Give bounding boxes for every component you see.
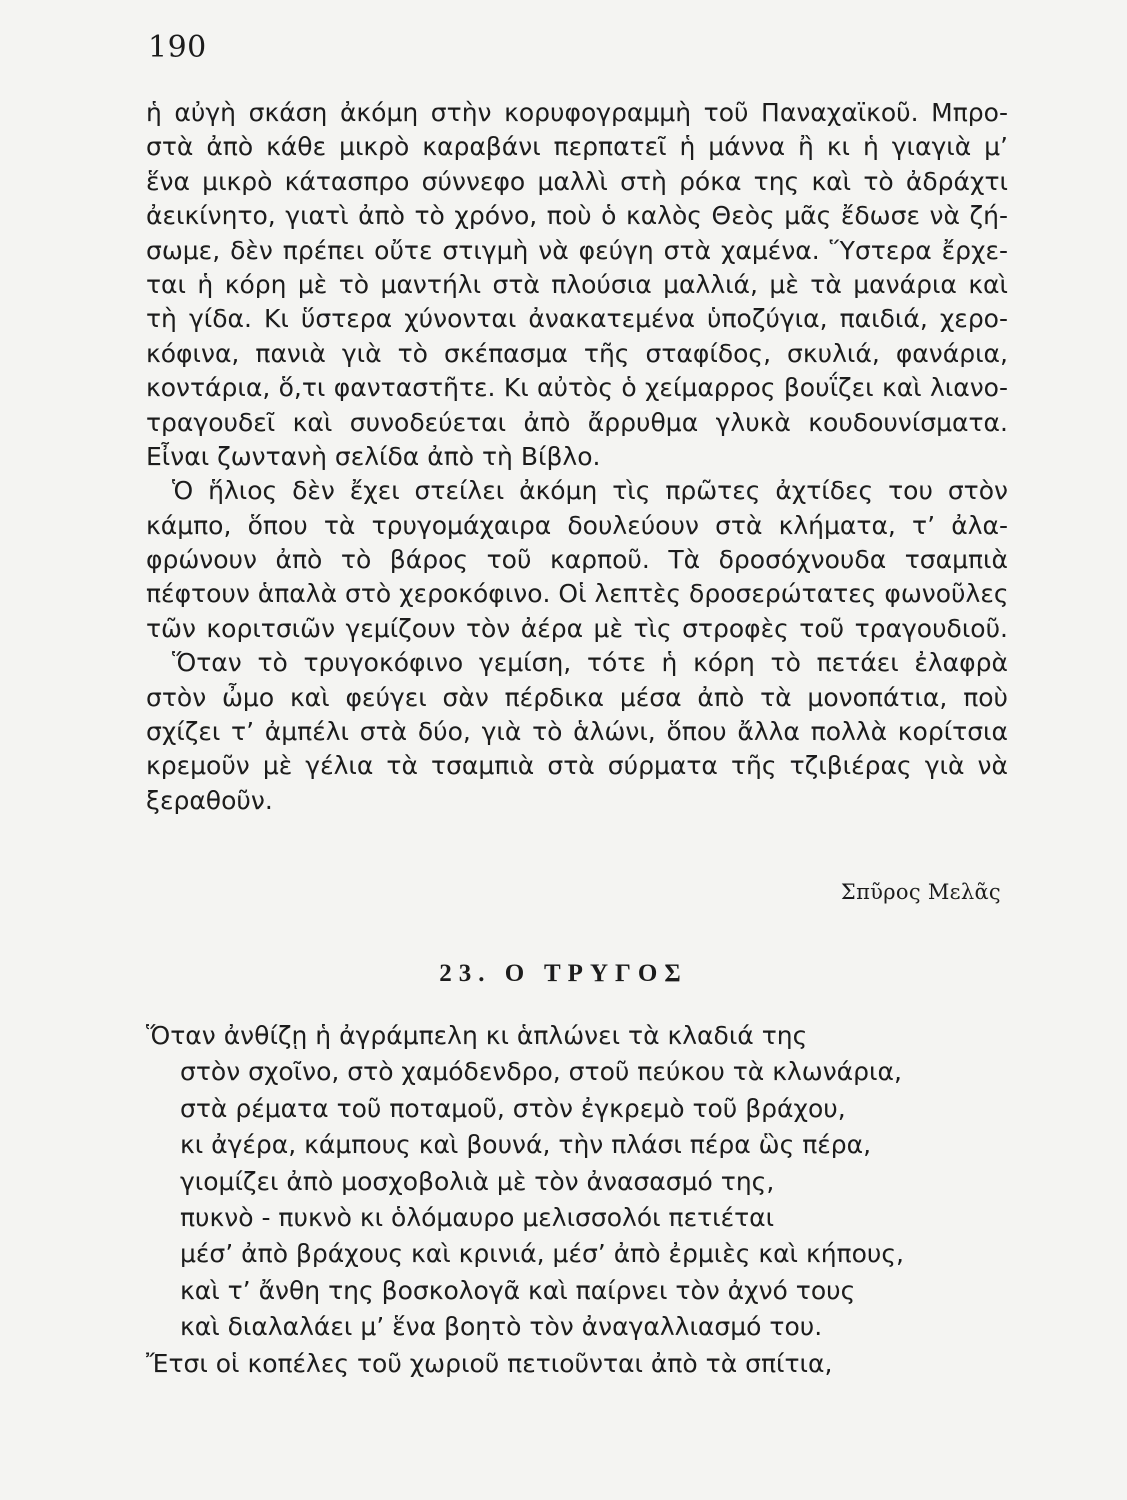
prose-line: πέφτουν ἁπαλὰ στὸ χεροκόφινο. Οἱ λεπτὲς δροσερώτατες φωνοῦλες	[146, 579, 1009, 609]
prose-line: ἀεικίνητο, γιατὶ ἀπὸ τὸ χρόνο, ποὺ ὁ καλὸς Θεὸς μᾶς ἔδωσε νὰ ζή-	[146, 201, 1008, 231]
prose-line: φρώνουν ἀπὸ τὸ βάρος τοῦ καρποῦ. Τὰ δροσόχνουδα τσαμπιὰ	[146, 545, 1008, 575]
prose-line: Ὁ ἥλιος δὲν ἔχει στείλει ἀκόμη τὶς πρῶτες ἀχτίδες του στὸν	[172, 476, 1008, 506]
poem-line: Ὅταν ἀνθίζῃ ἡ ἀγράμπελη κι ἁπλώνει τὰ κλαδιά της	[146, 1021, 808, 1050]
poem-line: μέσ’ ἀπὸ βράχους καὶ κρινιά, μέσ’ ἀπὸ ἐρμιὲς καὶ κήπους,	[180, 1239, 904, 1269]
author-signature: Σπῦρος Μελᾶς	[840, 880, 1001, 904]
prose-line: τῶν κοριτσιῶν γεμίζουν τὸν ἀέρα μὲ τὶς στροφὲς τοῦ τραγουδιοῦ.	[146, 613, 1008, 643]
prose-line: στὰ ἀπὸ κάθε μικρὸ καραβάνι περπατεῖ ἡ μάννα ἢ κι ἡ γιαγιὰ μ’	[146, 132, 1008, 162]
prose-line: σωμε, δὲν πρέπει οὔτε στιγμὴ νὰ φεύγη στὰ χαμένα. Ὕστερα ἔρχε-	[146, 235, 1008, 265]
prose-line: κάμπο, ὅπου τὰ τρυγομάχαιρα δουλεύουν στὰ κλήματα, τ’ ἀλα-	[146, 510, 1008, 540]
poem-line: καὶ τ’ ἄνθη της βοσκολογᾶ καὶ παίρνει τὸν ἀχνό τους	[180, 1275, 856, 1305]
poem-line: γιομίζει ἀπὸ μοσχοβολιὰ μὲ τὸν ἀνασασμό της,	[180, 1166, 775, 1196]
poem-line: πυκνὸ - πυκνὸ κι ὁλόμαυρο μελισσολόι πετιέται	[180, 1202, 775, 1232]
prose-line: ται ἡ κόρη μὲ τὸ μαντήλι στὰ πλούσια μαλλιά, μὲ τὰ μανάρια καὶ	[146, 269, 1008, 299]
poem-passage	[146, 1018, 1008, 1382]
poem-line: Ἔτσι οἱ κοπέλες τοῦ χωριοῦ πετιοῦνται ἀπὸ τὰ σπίτια,	[146, 1348, 833, 1378]
prose-line: ξεραθοῦν.	[146, 785, 273, 815]
prose-line: Ὅταν τὸ τρυγοκόφινο γεμίση, τότε ἡ κόρη τὸ πετάει ἐλαφρὰ	[172, 648, 1008, 678]
prose-line: Εἶναι ζωντανὴ σελίδα ἀπὸ τὴ Βίβλο.	[146, 441, 601, 471]
prose-line: στὸν ὦμο καὶ φεύγει σὰν πέρδικα μέσα ἀπὸ τὰ μονοπάτια, ποὺ	[146, 682, 1008, 712]
prose-line: ἕνα μικρὸ κάτασπρο σύννεφο μαλλὶ στὴ ρόκα της καὶ τὸ ἀδράχτι	[146, 166, 1008, 196]
poem-line: στὰ ρέματα τοῦ ποταμοῦ, στὸν ἐγκρεμὸ τοῦ βράχου,	[180, 1093, 846, 1123]
prose-line: κοντάρια, ὅ,τι φανταστῆτε. Κι αὐτὸς ὁ χείμαρρος βουΐζει καὶ λιανο-	[146, 373, 1008, 403]
prose-line: κόφινα, πανιὰ γιὰ τὸ σκέπασμα τῆς σταφίδος, σκυλιά, φανάρια,	[146, 338, 1008, 368]
prose-line: τραγουδεῖ καὶ συνοδεύεται ἀπὸ ἄρρυθμα γλυκὰ κουδουνίσματα.	[146, 407, 1008, 437]
section-title: 23. Ο ΤΡΥΓΟΣ	[439, 960, 688, 987]
prose-line: σχίζει τ’ ἀμπέλι στὰ δύο, γιὰ τὸ ἁλώνι, ὅπου ἄλλα πολλὰ κορίτσια	[146, 717, 1008, 747]
prose-line: τὴ γίδα. Κι ὕστερα χύνονται ἀνακατεμένα ὑποζύγια, παιδιά, χερο-	[146, 304, 1008, 334]
prose-passage	[146, 96, 1008, 818]
prose-line: κρεμοῦν μὲ γέλια τὰ τσαμπιὰ στὰ σύρματα τῆς τζιβιέρας γιὰ νὰ	[146, 751, 1008, 781]
page-number: 190	[148, 30, 207, 65]
poem-line: κι ἀγέρα, κάμπους καὶ βουνά, τὴν πλάσι πέρα ὣς πέρα,	[180, 1130, 872, 1160]
poem-line: καὶ διαλαλάει μ’ ἕνα βοητὸ τὸν ἀναγαλλιασμό του.	[180, 1312, 823, 1342]
poem-line: στὸν σχοῖνο, στὸ χαμόδενδρο, στοῦ πεύκου τὰ κλωνάρια,	[180, 1057, 902, 1087]
prose-line: ἡ αὐγὴ σκάση ἀκόμη στὴν κορυφογραμμὴ τοῦ Παναχαϊκοῦ. Μπρο-	[146, 98, 1008, 127]
